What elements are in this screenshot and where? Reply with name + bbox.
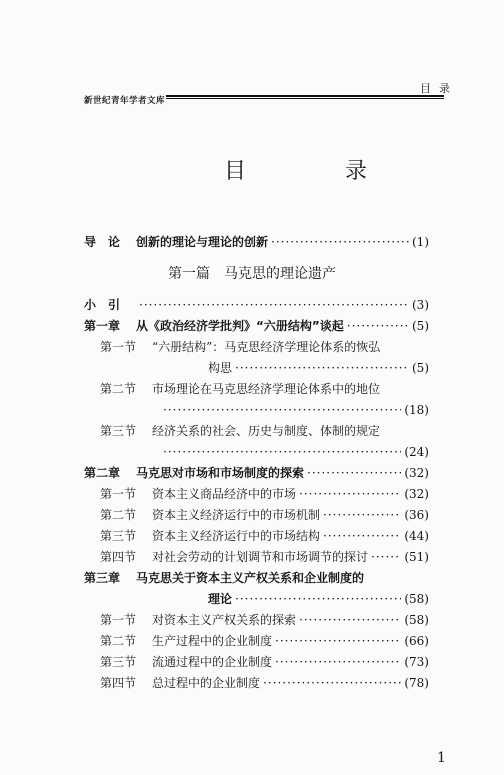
- entry-page: (44): [404, 529, 429, 543]
- entry-page: (58): [404, 613, 429, 627]
- toc-entry-continuation: [84, 360, 429, 376]
- entry-number: 第四节: [100, 550, 137, 564]
- entry-page: (32): [404, 466, 429, 480]
- toc-entry-section: [84, 381, 429, 397]
- leader-dots: [263, 675, 401, 691]
- toc-entry-section: [84, 486, 429, 502]
- entry-number: 第一节: [100, 340, 137, 354]
- toc-entry-section: [84, 528, 429, 544]
- leader-dots: [323, 528, 401, 544]
- entry-title-continued: 理论: [208, 592, 233, 606]
- entry-page: (36): [404, 508, 429, 522]
- entry-title: 创新的理论与理论的创新: [136, 235, 269, 249]
- leader-dots: [299, 486, 401, 502]
- entry-number: 第一章: [84, 319, 121, 333]
- entry-number: 第三节: [100, 529, 137, 543]
- entry-number: 第四节: [100, 676, 137, 690]
- entry-page: (5): [412, 319, 429, 333]
- entry-number: 小 引: [84, 298, 121, 312]
- leader-dots: [235, 360, 409, 376]
- entry-number: 第三节: [100, 655, 137, 669]
- entry-title: 对社会劳动的计划调节和市场调节的探讨: [152, 550, 369, 564]
- entry-title: 经济关系的社会、历史与制度、体制的规定: [152, 424, 381, 438]
- toc-entry-section: [84, 612, 429, 628]
- toc-entry-section: [84, 675, 429, 691]
- entry-title: 市场理论在马克思经济学理论体系中的地位: [152, 382, 381, 396]
- entry-title: “六册结构”：马克思经济学理论体系的恢弘: [152, 340, 381, 354]
- page-title: 目 录: [224, 159, 413, 184]
- toc-entry-continuation: [84, 402, 429, 418]
- entry-number: 第一节: [100, 487, 137, 501]
- entry-title: 生产过程中的企业制度: [152, 634, 273, 648]
- entry-title: 马克思关于资本主义产权关系和企业制度的: [136, 571, 365, 585]
- leader-dots: [163, 444, 401, 460]
- entry-title: 总过程中的企业制度: [152, 676, 261, 690]
- leader-dots: [275, 633, 401, 649]
- toc-entry-chapter-2: [84, 465, 429, 481]
- entry-number: 第三节: [100, 424, 137, 438]
- entry-number: 第三章: [84, 571, 121, 585]
- entry-page: (73): [404, 655, 429, 669]
- entry-number: 第二章: [84, 466, 121, 480]
- running-header-section: 目录: [420, 82, 458, 95]
- entry-title: 从《政治经济学批判》“六册结构”谈起: [136, 319, 344, 333]
- entry-page: (24): [404, 445, 429, 459]
- leader-dots: [347, 318, 409, 334]
- toc-entry-section: [84, 339, 429, 355]
- leader-dots: [323, 507, 401, 523]
- toc-entry-section: [84, 549, 429, 565]
- entry-page: (18): [404, 403, 429, 417]
- leader-dots: [271, 234, 409, 250]
- leader-dots: [371, 549, 401, 565]
- entry-title-continued: 构思: [208, 361, 233, 375]
- leader-dots: [235, 591, 401, 607]
- leader-dots: [299, 612, 401, 628]
- entry-title: 资本主义经济运行中的市场结构: [152, 529, 321, 543]
- leader-dots: [163, 402, 401, 418]
- entry-page: (58): [404, 592, 429, 606]
- toc-entry-chapter-3: [84, 570, 429, 586]
- part-title: 第一篇 马克思的理论遗产: [168, 266, 336, 282]
- entry-title: 流通过程中的企业制度: [152, 655, 273, 669]
- entry-page: (51): [404, 550, 429, 564]
- entry-number: 第一节: [100, 613, 137, 627]
- leader-dots: [307, 465, 401, 481]
- toc-entry-section: [84, 507, 429, 523]
- toc-entry-chapter-1: [84, 318, 429, 334]
- toc-entry-continuation: [84, 591, 429, 607]
- entry-page: (1): [412, 235, 429, 249]
- toc-entry-section: [84, 633, 429, 649]
- toc-entry-preface: [84, 297, 429, 313]
- entry-title: 资本主义经济运行中的市场机制: [152, 508, 321, 522]
- page-number: 1: [437, 750, 446, 766]
- entry-page: (5): [412, 361, 429, 375]
- entry-number: 导 论: [84, 235, 121, 249]
- leader-dots: [275, 654, 401, 670]
- toc-entry-continuation: [84, 444, 429, 460]
- entry-page: (32): [404, 487, 429, 501]
- leader-dots: [139, 297, 409, 313]
- entry-title: 对资本主义产权关系的探索: [152, 613, 297, 627]
- running-header-series: 新世纪青年学者文库: [84, 96, 166, 106]
- entry-number: 第二节: [100, 634, 137, 648]
- header-rule: [166, 95, 444, 97]
- entry-number: 第二节: [100, 382, 137, 396]
- entry-title: 马克思对市场和市场制度的探索: [136, 466, 305, 480]
- entry-page: (66): [404, 634, 429, 648]
- entry-page: (3): [412, 298, 429, 312]
- entry-page: (78): [404, 676, 429, 690]
- entry-title: 资本主义商品经济中的市场: [152, 487, 297, 501]
- toc-entry-intro: [84, 234, 429, 250]
- header-rule-thin: [166, 98, 444, 99]
- toc-entry-section: [84, 423, 429, 439]
- toc-entry-section: [84, 654, 429, 670]
- entry-number: 第二节: [100, 508, 137, 522]
